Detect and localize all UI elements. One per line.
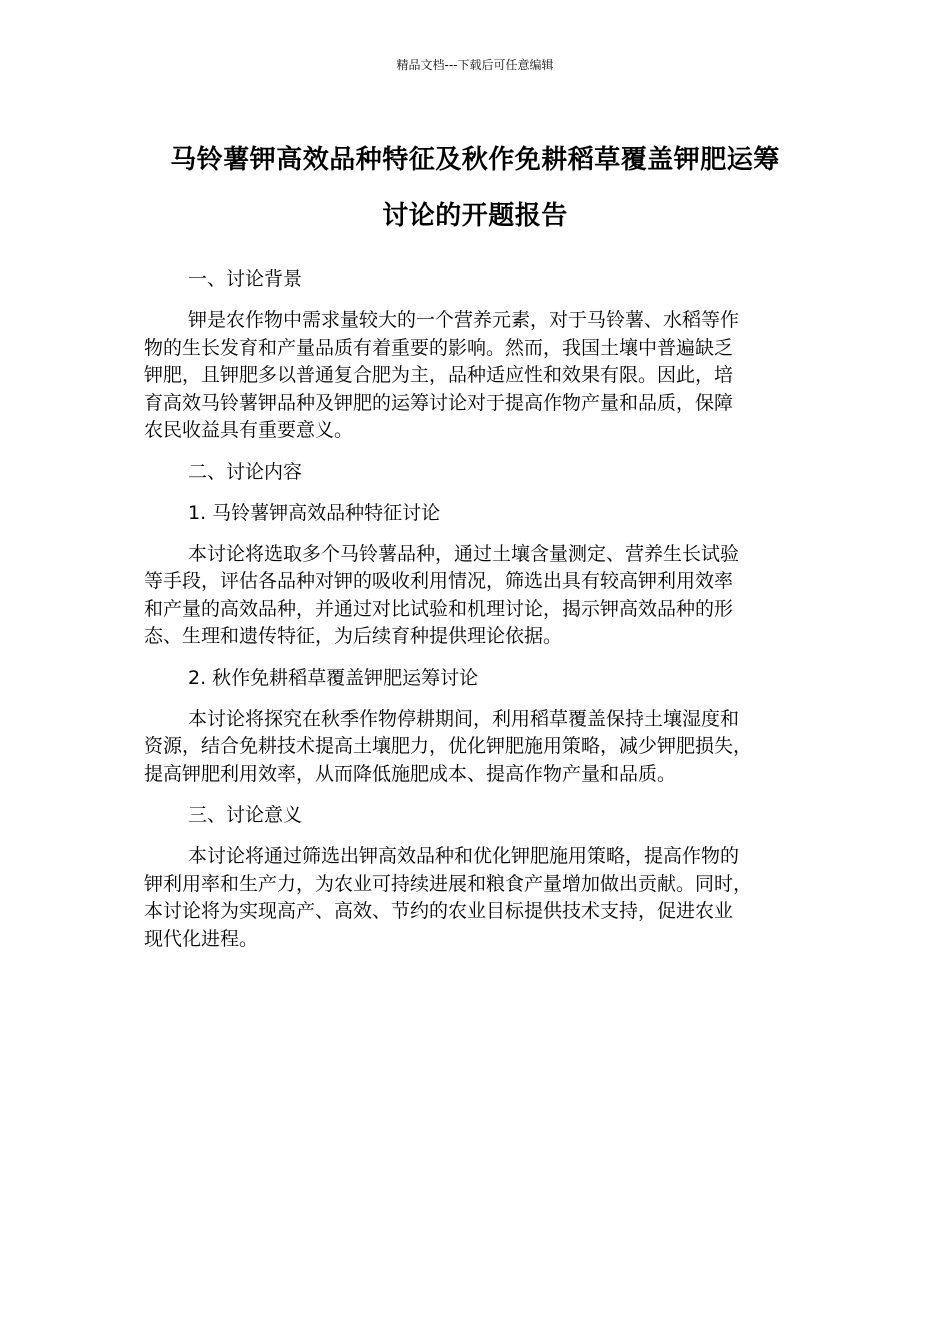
section-heading-content: 二、讨论内容: [188, 460, 303, 483]
text-line: 本讨论将为实现高产、高效、节约的农业目标提供技术支持，促进农业: [144, 900, 734, 922]
section-heading-background: 一、讨论背景: [188, 268, 303, 290]
paragraph-significance: [144, 843, 794, 953]
title-line: 马铃薯钾高效品种特征及秋作免耕稻草覆盖钾肥运筹: [170, 145, 780, 175]
text-line: 和产量的高效品种，并通过对比试验和机理讨论，揭示钾高效品种的形: [144, 597, 734, 620]
text-line: 钾肥，且钾肥多以普通复合肥为主，品种适应性和效果有限。因此，培: [144, 364, 734, 386]
text-line: 本讨论将选取多个马铃薯品种，通过土壤含量测定、营养生长试验: [188, 542, 740, 565]
paragraph-varieties: [144, 541, 794, 651]
text-line: 态、生理和遗传特征，为后续育种提供理论依据。: [144, 625, 563, 647]
title-line: 讨论的开题报告: [382, 201, 568, 231]
text-line: 物的生长发育和产量品质有着重要的影响。然而，我国土壤中普遍缺乏: [144, 336, 734, 359]
subsection-heading-fertilizer: 2. 秋作免耕稻草覆盖钾肥运筹讨论: [188, 666, 479, 689]
text-line: 本讨论将通过筛选出钾高效品种和优化钾肥施用策略，提高作物的: [188, 845, 740, 867]
paragraph-fertilizer: [144, 706, 794, 789]
section-heading-significance: 三、讨论意义: [188, 804, 303, 826]
header-note: 精品文档---下载后可任意编辑: [396, 58, 554, 72]
subsection-heading-varieties: 1. 马铃薯钾高效品种特征讨论: [188, 501, 441, 524]
text-line: 现代化进程。: [144, 927, 259, 950]
document-body: [144, 266, 794, 967]
paragraph-background: [144, 307, 794, 445]
text-line: 育高效马铃薯钾品种及钾肥的运筹讨论对于提高作物产量和品质，保障: [144, 391, 734, 414]
document-title: [130, 132, 820, 244]
text-line: 等手段，评估各品种对钾的吸收利用情况，筛选出具有较高钾利用效率: [144, 570, 734, 592]
text-line: 农民收益具有重要意义。: [144, 419, 354, 441]
text-line: 提高钾肥利用效率，从而降低施肥成本、提高作物产量和品质。: [144, 762, 677, 785]
text-line: 钾利用率和生产力，为农业可持续进展和粮食产量增加做出贡献。同时，: [144, 872, 753, 895]
text-line: 钾是农作物中需求量较大的一个营养元素，对于马铃薯、水稻等作: [188, 309, 740, 331]
text-line: 本讨论将探究在秋季作物停耕期间，利用稻草覆盖保持土壤湿度和: [188, 707, 740, 730]
text-line: 资源，结合免耕技术提高土壤肥力，优化钾肥施用策略，减少钾肥损失，: [144, 735, 753, 757]
